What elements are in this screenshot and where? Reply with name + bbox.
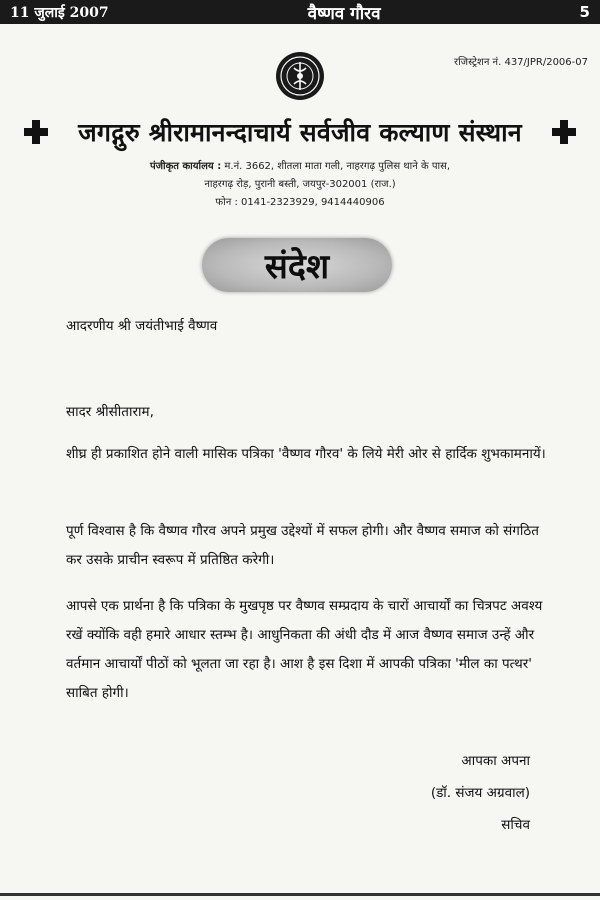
registration-number: रजिस्ट्रेशन नं. 437/JPR/2006-07 (453, 57, 588, 68)
organization-name: जगद्गुरु श्रीरामानन्दाचार्य सर्वजीव कल्याण संस्थान (78, 118, 522, 147)
address-line-1: म.नं. 3662, शीतला माता गली, नाहरगढ़ पुलिस थाने के पास, (224, 161, 451, 172)
phone-numbers: फोन : 0141-2323929, 9414440906 (215, 197, 385, 208)
address-line-2: नाहरगढ़ रोड़, पुरानी बस्ती, जयपुर-302001 (राज.) (204, 179, 396, 190)
publication-title: वैष्णव गौरव (307, 3, 381, 24)
organization-emblem-icon (274, 50, 326, 102)
cross-icon (550, 118, 578, 146)
letter-recipient: आदरणीय श्री जयंतीभाई वैष्णव (66, 318, 218, 334)
bottom-divider (0, 893, 600, 896)
newspaper-header-bar (0, 0, 600, 24)
page-number: 5 (579, 3, 590, 21)
address-label: पंजीकृत कार्यालय : (149, 161, 222, 172)
message-banner-text: संदेश (264, 247, 330, 287)
letter-paragraph-3: आपसे एक प्रार्थना है कि पत्रिका के मुखपृष्ठ पर वैष्णव सम्प्रदाय के चारों आचार्यों का चित्रपट अवश्य रखें क्योंकि वही हमारे आधार स्तम्भ है। आधुनिकता की अंधी दौड में आज वैष्णव समाज उन्हें और वर्तमान आचार्यों पीठों को भूलता जा रहा है। आश है इस दिशा में आपकी पत्रिका 'मील का पत्थर' साबित होगी। (66, 598, 543, 701)
cross-icon (22, 118, 50, 146)
organization-name-row (0, 110, 600, 154)
organization-address (0, 158, 600, 212)
message-banner (202, 238, 392, 292)
letter-signatory: (डॉ. संजय अग्रवाल) (430, 785, 530, 801)
letter-greeting: सादर श्रीसीताराम, (66, 404, 154, 420)
letter-designation: सचिव (501, 817, 530, 833)
letter-paragraph-2: पूर्ण विश्वास है कि वैष्णव गौरव अपने प्रमुख उद्देश्यों में सफल होगी। और वैष्णव समाज को संगठित कर उसके प्राचीन स्वरूप में प्रतिष्ठित करेगी। (66, 523, 539, 568)
letter-paragraph-1: शीघ्र ही प्रकाशित होने वाली मासिक पत्रिका 'वैष्णव गौरव' के लिये मेरी ओर से हार्दिक शुभकामनायें। (66, 446, 546, 462)
letter-closing: आपका अपना (461, 753, 530, 769)
issue-date: 11 जुलाई 2007 (10, 4, 109, 21)
